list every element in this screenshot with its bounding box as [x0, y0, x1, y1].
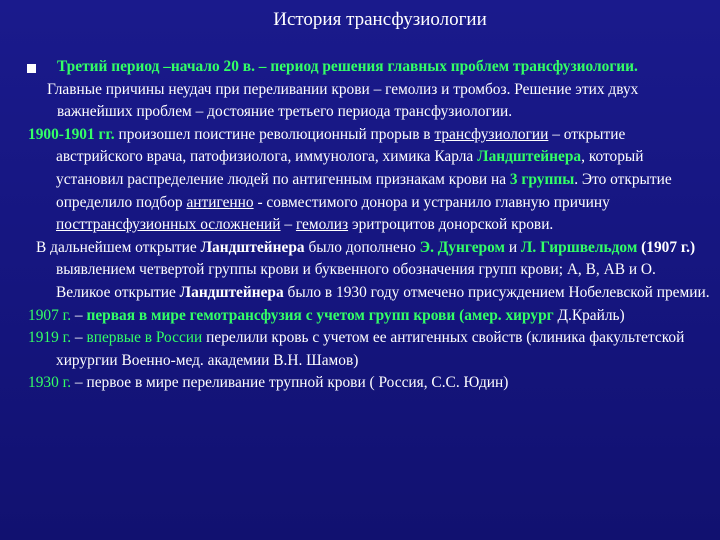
text-segment: было в 1930 году отмечено присуждением Нобелевской премии. [283, 283, 710, 301]
name-dungern: Э. Дунгером [419, 238, 505, 256]
slide-title: История трансфузиологии [273, 9, 487, 30]
dungern-paragraph [8, 237, 714, 305]
landsteiner-paragraph [8, 124, 714, 237]
text-segment: – открытие австрийского врача, патофизиолога, иммунолога, химика Карла [56, 125, 626, 166]
text-segment: было дополнено [304, 238, 420, 256]
paragraph-1919 [8, 327, 714, 372]
text-segment: – [280, 216, 296, 234]
text-segment: - совместимого донора и устранило главную причину [253, 193, 610, 211]
text-segment: и [504, 238, 521, 256]
year-1930: 1930 г. [28, 374, 72, 392]
square-bullet-icon [27, 64, 36, 73]
first-in-russia: впервые в России [86, 329, 203, 347]
text-segment: – [71, 306, 87, 324]
bullet-paragraph-third-period [8, 56, 714, 79]
year-1900: 1900-1901 гг. [28, 125, 115, 143]
year-1919: 1919 г. [28, 329, 72, 347]
name-landsteiner: Ландштейнера [477, 148, 582, 166]
link-post-transfusion[interactable]: посттрансфузионных осложнений [56, 216, 281, 234]
text-segment: произошел поистине революционный прорыв в [114, 125, 435, 143]
american-surgeon: (амер. хирург [455, 306, 554, 324]
slide-body [8, 56, 714, 395]
link-antigenno[interactable]: антигенно [186, 193, 254, 211]
text-segment: , который установил распределение людей по антигенным признакам крови на [56, 148, 644, 188]
text-segment: – первое в мире переливание трупной крови ( Россия, С.С. Юдин) [71, 374, 509, 392]
text-segment: В дальнейшем открытие [36, 238, 201, 256]
paragraph-1907 [8, 305, 714, 328]
name-hirschfeld: Л. Гиршвельдом [520, 238, 638, 256]
year-1907: 1907 г. [28, 306, 72, 324]
causes-paragraph [8, 79, 714, 124]
three-groups: 3 группы [509, 170, 575, 188]
name-landsteiner-3: Ландштейнера [179, 283, 284, 301]
third-period-text: Третий период –начало 20 в. – период решения главных проблем трансфузиологии. [57, 58, 638, 75]
link-hemolysis[interactable]: гемолиз [295, 216, 349, 234]
crile-name: Д.Крайль) [553, 306, 625, 324]
text-segment: – [71, 329, 87, 347]
name-landsteiner-2: Ландштейнера [200, 238, 305, 256]
first-hemotransfusion: первая в мире гемотрансфузия с учетом групп крови [86, 306, 456, 324]
year-1907-inline: (1907 г.) [637, 238, 696, 256]
text-segment: эритроцитов донорской крови. [348, 216, 554, 234]
causes-text: Главные причины неудач при переливании крови – гемолиз и тромбоз. Решение этих двух важнейших проблем – достояние третьего периода трансфузиологии. [47, 80, 639, 121]
text-segment: перелили кровь с учетом ее антигенных свойств (клиника факультетской хирургии Военно-мед. академии В.Н. Шамов) [56, 329, 685, 369]
text-segment: выявлением четвертой группы крови и буквенного обозначения групп крови; А, В, АВ и О. Великое открытие [56, 261, 656, 301]
paragraph-1930 [8, 372, 714, 395]
text-segment: . Это открытие определило подбор [56, 170, 672, 211]
link-transfusiology[interactable]: трансфузиологии [434, 125, 549, 143]
